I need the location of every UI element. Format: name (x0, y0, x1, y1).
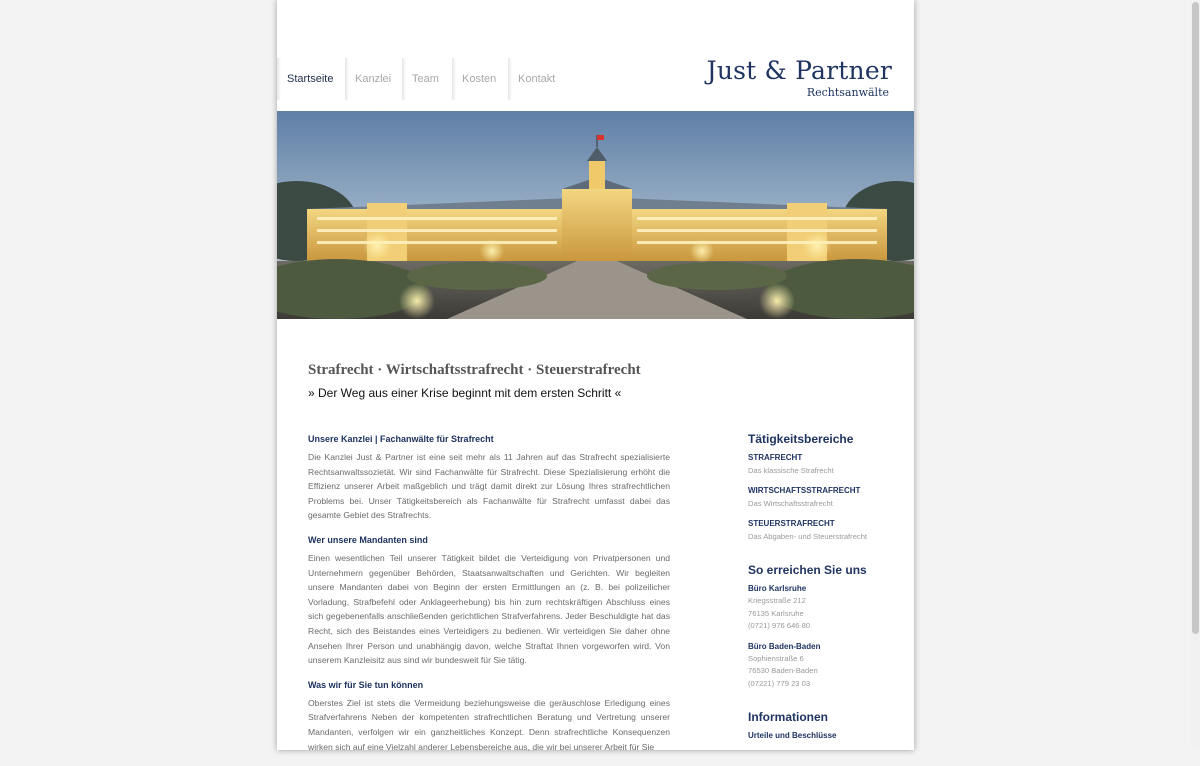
sidebar-info-urteile[interactable] (748, 730, 898, 742)
section-title-mandanten: Wer unsere Mandanten sind (308, 534, 428, 545)
nav-item-team[interactable]: Team (402, 58, 452, 100)
sidebar-area-wirtschaftsstrafrecht[interactable] (748, 485, 898, 510)
info-title: Urteile und Beschlüsse (748, 731, 837, 740)
sidebar-heading-areas: Tätigkeitsbereiche (748, 432, 854, 446)
sidebar-area-steuerstrafrecht[interactable] (748, 518, 898, 543)
nav-item-kosten[interactable]: Kosten (452, 58, 508, 100)
office-phone[interactable]: (07221) 779 23 03 (748, 678, 811, 688)
office-title: Büro Karlsruhe (748, 584, 807, 593)
logo-subtitle: Rechtsanwälte (806, 86, 889, 99)
office-phone[interactable]: (0721) 976 646 80 (748, 621, 811, 630)
page-container (277, 0, 914, 750)
sidebar-area-strafrecht[interactable] (748, 452, 898, 477)
sidebar (748, 432, 898, 750)
nav-item-kontakt[interactable]: Kontakt (508, 58, 568, 100)
page-headline: Strafrecht · Wirtschaftsstrafrecht · Steuerstrafrecht (308, 362, 641, 378)
main-content (308, 434, 670, 766)
office-city: 76135 Karlsruhe (748, 608, 804, 618)
sidebar-heading-contact: So erreichen Sie uns (748, 563, 867, 577)
area-subtitle: Das Abgaben- und Steuerstrafrecht (748, 532, 868, 541)
office-title: Büro Baden-Baden (748, 641, 821, 651)
area-subtitle: Das klassische Strafrecht (748, 466, 834, 475)
office-street: Sophienstraße 6 (748, 653, 804, 663)
sidebar-heading-info: Informationen (748, 710, 828, 724)
section-text-mandanten: Einen wesentlichen Teil unserer Tätigkeit bildet die Verteidigung von Privatpersonen und Unternehmern gegenüber Behörden, Staatsanwaltschaften und Gerichten. Wir begleiten unsere Mandanten dabei von Beginn der ersten Ermittlungen an (z. B. bei polizeilicher Vorladung, Strafbefehl oder Anklageerhebung) bis hin zum rechtskräftigen Abschluss eines sich gegebenenfalls anschließenden gerichtlichen Strafverfahrens. Jeder Beschuldigte hat das Recht, sich des Beistandes eines Verteidigers zu bedienen. Wir verteidigen Sie daher ohne Ansehen Ihrer Person und unabhängig davon, welche Straftat Ihnen vorgeworfen wird. Von unserem Kanzleisitz aus sind wir bundesweit für Sie tätig. (308, 552, 670, 666)
section-title-kanzlei: Unsere Kanzlei | Fachanwälte für Strafrecht (308, 434, 494, 444)
area-subtitle: Das Wirtschaftsstrafrecht (748, 499, 833, 508)
office-city: 76530 Baden-Baden (748, 666, 818, 675)
office-baden-baden (748, 641, 898, 691)
area-title: STEUERSTRAFRECHT (748, 519, 835, 528)
hero-image (277, 111, 914, 319)
nav-item-kanzlei[interactable]: Kanzlei (345, 58, 402, 100)
area-title: STRAFRECHT (748, 453, 803, 462)
office-karlsruhe (748, 583, 898, 633)
office-street: Kriegsstraße 212 (748, 596, 806, 605)
page-motto: » Der Weg aus einer Krise beginnt mit dem ersten Schritt « (308, 386, 622, 400)
main-nav (277, 58, 568, 100)
area-title: WIRTSCHAFTSSTRAFRECHT (748, 486, 861, 495)
scrollbar-thumb[interactable] (1192, 2, 1199, 634)
nav-item-startseite[interactable]: Startseite (277, 58, 345, 100)
section-text-leistungen: Oberstes Ziel ist stets die Vermeidung beziehungsweise die geräuschlose Erledigung eines Strafverfahrens Neben der kompetenten strafrechtlichen Beratung und Vertretung unserer Mandanten, verfolgen wir ein ganzheitliches Konzept. Denn strafrechtliche Konsequenzen wirken sich auf eine Vielzahl anderer Lebensbereiche aus, die wir bei unserer Arbeit für Sie (308, 697, 670, 752)
logo-name: Just & Partner (706, 56, 892, 85)
site-logo[interactable] (707, 56, 892, 99)
section-text-kanzlei: Die Kanzlei Just & Partner ist eine seit mehr als 11 Jahren auf das Strafrecht spezialisierte Rechtsanwaltssozietät. Wir sind Fachanwälte für Strafrecht. Diese Spezialisierung erhöht die Effizienz unserer Arbeit maßgeblich und trägt damit direkt zur Lösung Ihres strafrechtlichen Problems bei. Unser Tätigkeitsbereich als Fachanwälte für Strafrecht umfasst dabei das gesamte Gebiet des Strafrechts. (308, 452, 670, 521)
section-title-leistungen: Was wir für Sie tun können (308, 679, 424, 690)
page-scrollbar[interactable] (1191, 0, 1200, 750)
